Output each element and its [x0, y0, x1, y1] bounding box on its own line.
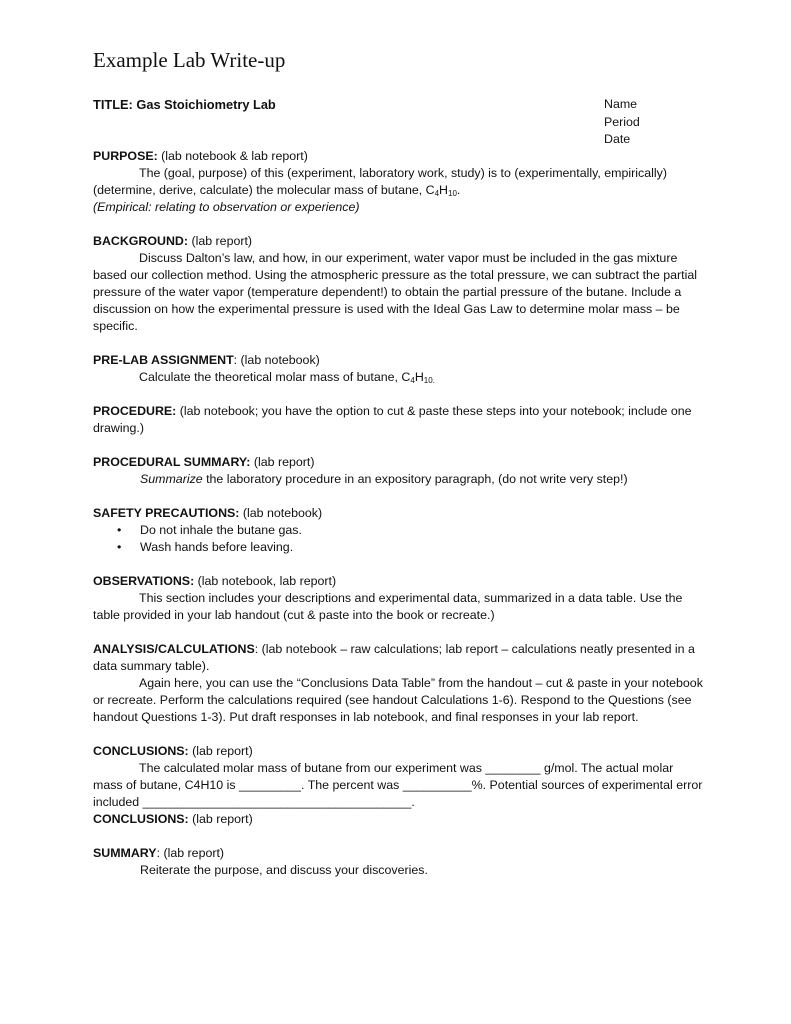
observations-heading-line — [93, 573, 705, 590]
procedural-summary-section — [93, 454, 705, 488]
background-text: Discuss Dalton’s law, and how, in our experiment, water vapor must be included in the gas mixture based our collection method. Using the atmospheric pressure as the total pressure, we can subtract the partial pressure of the water vapor (temperature dependent!) to obtain the partial pressure of the butane. Include a discussion on how the experimental pressure is used with the Ideal Gas Law to determine molar mass – be specific. — [93, 251, 698, 333]
lab-title: Gas Stoichiometry Lab — [132, 97, 276, 112]
background-section — [93, 233, 705, 335]
procedural-summary-rest: the laboratory procedure in an expository paragraph, (do not write very step!) — [202, 472, 628, 486]
analysis-heading: ANALYSIS/CALCULATIONS — [93, 642, 255, 656]
purpose-period: . — [456, 183, 461, 197]
date-label: Date — [604, 132, 631, 146]
subscript-4: 4 — [434, 189, 440, 198]
summarize-emphasis: Summarize — [140, 472, 203, 486]
procedure-heading-line — [93, 403, 705, 437]
purpose-heading: PURPOSE: — [93, 149, 158, 163]
analysis-heading-line — [93, 641, 705, 675]
subscript-4: 4 — [410, 376, 415, 385]
list-item — [117, 539, 705, 556]
analysis-section — [93, 641, 705, 726]
document-body — [93, 148, 705, 896]
summary-heading-line — [93, 845, 705, 862]
procedural-summary-heading-line — [93, 454, 705, 471]
observations-text: This section includes your descriptions and experimental data, summarized in a data table. Use the table provided in your lab handout (cut & paste into the book or recreate.) — [93, 591, 683, 622]
safety-heading-line — [93, 505, 705, 522]
student-info-block — [604, 96, 724, 149]
safety-item-text: Wash hands before leaving. — [140, 540, 294, 554]
formula-h: H — [439, 183, 448, 197]
conclusions-repeat-heading-line — [93, 811, 705, 828]
conclusions-heading-line — [93, 743, 705, 760]
procedure-heading: PROCEDURE: — [93, 404, 177, 418]
summary-heading: SUMMARY — [93, 846, 157, 860]
purpose-note — [93, 199, 705, 216]
safety-section — [93, 505, 705, 556]
analysis-text: Again here, you can use the “Conclusions Data Table” from the handout – cut & paste in your notebook or recreate. Perform the calculations required (see handout Calculations 1-6). Respond to the Questions (see handout Questions 1-3). Put draft responses in lab notebook, and final responses in your lab report. — [93, 676, 703, 724]
procedural-summary-heading: PROCEDURAL SUMMARY: — [93, 455, 251, 469]
safety-list — [93, 522, 705, 556]
procedure-section — [93, 403, 705, 437]
conclusions-tag: (lab report) — [188, 744, 253, 758]
prelab-text — [93, 369, 705, 386]
empirical-definition: (Empirical: relating to observation or experience) — [93, 200, 360, 214]
background-tag: (lab report) — [188, 234, 253, 248]
prelab-tag: : (lab notebook) — [233, 353, 320, 367]
prelab-text-main: Calculate the theoretical molar mass of butane, C — [139, 370, 411, 384]
procedure-tag: (lab notebook; you have the option to cut & paste these steps into your notebook; include one drawing.) — [93, 404, 692, 435]
bullet-icon: • — [117, 523, 122, 537]
summary-section — [93, 845, 705, 879]
procedural-summary-text — [93, 471, 705, 488]
bullet-icon: • — [117, 540, 122, 554]
summary-tag: : (lab report) — [156, 846, 225, 860]
summary-text: Reiterate the purpose, and discuss your discoveries. — [140, 863, 428, 877]
procedural-summary-tag: (lab report) — [250, 455, 315, 469]
observations-heading: OBSERVATIONS: — [93, 574, 195, 588]
background-heading: BACKGROUND: — [93, 234, 188, 248]
list-item — [117, 522, 705, 539]
title-label: TITLE: — [93, 97, 133, 112]
analysis-tag: : (lab notebook – raw calculations; lab report – calculations neatly presented in a data summary table). — [93, 642, 695, 673]
name-label: Name — [604, 97, 638, 111]
safety-item-text: Do not inhale the butane gas. — [140, 523, 302, 537]
formula-h: H — [414, 370, 424, 384]
observations-tag: (lab notebook, lab report) — [194, 574, 337, 588]
purpose-tag: (lab notebook & lab report) — [157, 149, 308, 163]
conclusions-repeat-tag: (lab report) — [188, 812, 253, 826]
document-title: Example Lab Write-up — [93, 48, 286, 72]
prelab-section — [93, 352, 705, 386]
subscript-10: 10. — [423, 376, 435, 385]
conclusions-repeat-heading: CONCLUSIONS: — [93, 812, 189, 826]
purpose-section — [93, 148, 705, 216]
conclusions-section — [93, 743, 705, 811]
prelab-heading: PRE-LAB ASSIGNMENT — [93, 353, 234, 367]
purpose-text — [93, 165, 705, 199]
purpose-heading-line — [93, 148, 705, 165]
safety-heading: SAFETY PRECAUTIONS: — [93, 506, 240, 520]
conclusions-text: The calculated molar mass of butane from our experiment was ________ g/mol. The actual molar mass of butane, C4H10 is _________. The percent was __________%. Potential sources of experimental error included _______________________________________. — [93, 761, 703, 809]
prelab-heading-line — [93, 352, 705, 369]
conclusions-heading: CONCLUSIONS: — [93, 744, 189, 758]
period-label: Period — [604, 114, 640, 129]
lab-title-line — [93, 96, 276, 113]
safety-tag: (lab notebook) — [239, 506, 323, 520]
subscript-10: 10 — [448, 189, 457, 198]
background-heading-line — [93, 233, 705, 250]
observations-section — [93, 573, 705, 624]
purpose-text-main: The (goal, purpose) of this (experiment, laboratory work, study) is to (experimentally, empirically) (determine, derive, calculate) the molecular mass of butane, C — [93, 166, 667, 197]
conclusions-repeat-section — [93, 811, 705, 828]
